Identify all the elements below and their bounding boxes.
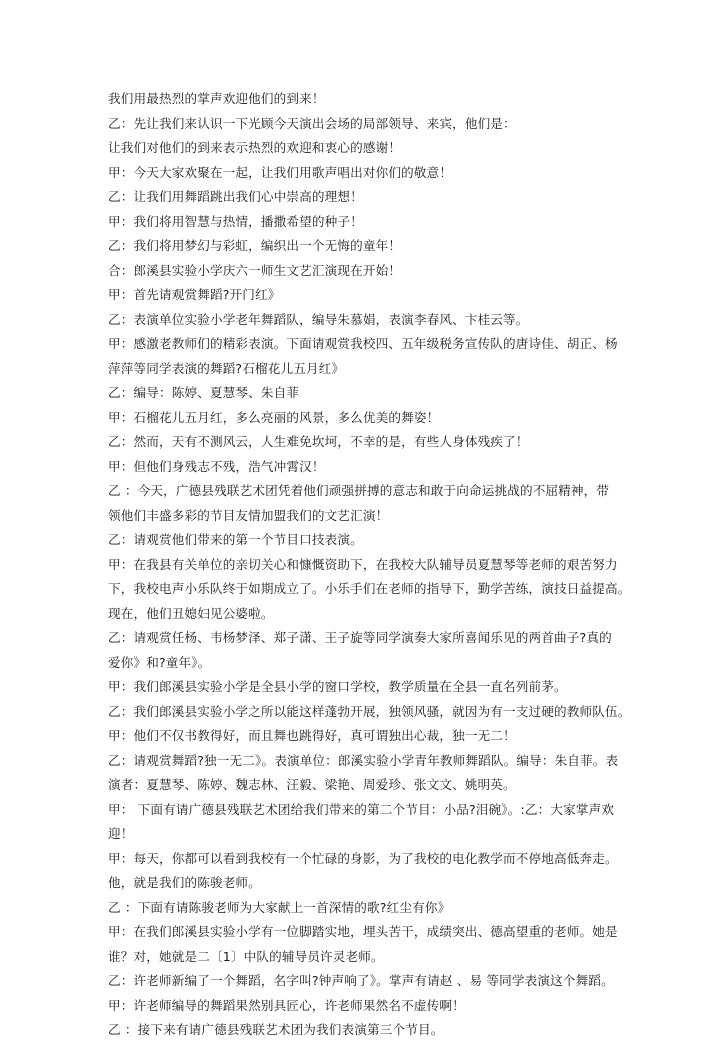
- text-line: 甲：今天大家欢聚在一起，让我们用歌声唱出对你们的敬意！: [108, 164, 453, 180]
- text-line: 乙：我们郎溪县实验小学之所以能这样蓬勃开展，独领风骚，就因为有一支过硬的教师队伍。: [108, 703, 631, 719]
- text-line: 甲：每天，你都可以看到我校有一个忙碌的身影，为了我校的电化教学而不停地高低奔走。: [108, 850, 618, 866]
- text-line: 谁？对，她就是二〔1〕中队的辅导员许灵老师。: [108, 948, 384, 964]
- text-line: 下，我校电声小乐队终于如期成立了。小乐手们在老师的指导下，勤学苦练，演技日益提高。: [108, 581, 631, 596]
- text-line: 乙：然而，天有不测风云，人生难免坎坷，不幸的是，有些人身体残疾了！: [108, 434, 529, 449]
- text-line: 让我们对他们的到来表示热烈的欢迎和衷心的感谢！: [108, 140, 402, 155]
- text-line: 甲：在我们郎溪县实验小学有一位脚踏实地，埋头苦干，成绩突出、德高望重的老师。她是: [108, 924, 618, 939]
- text-line: 甲：首先请观赏舞蹈?开门红》: [108, 287, 281, 302]
- text-line: 他，就是我们的陈骏老师。: [108, 875, 261, 890]
- text-line: 迎！: [108, 826, 134, 841]
- text-line: 甲：我们郎溪县实验小学是全县小学的窗口学校，教学质量在全县一直名列前茅。: [108, 679, 567, 694]
- text-line: 乙：许老师新编了一个舞蹈，名字叫?钟声响了》。掌声有请赵 、易 等同学表演这个舞蹈。: [108, 973, 614, 988]
- text-line: 领他们丰盛多彩的节目友情加盟我们的文艺汇演！: [108, 507, 389, 523]
- text-line: 乙：表演单位实验小学老年舞蹈队，编导朱慕娟，表演李春风、卞桂云等。: [108, 311, 529, 327]
- text-line: 我们用最热烈的掌声欢迎他们的到来！: [108, 91, 325, 106]
- text-line: 乙：先让我们来认识一下光顾今天演出会场的局部领导、来宾，他们是：: [108, 115, 516, 131]
- document-body: [108, 87, 631, 1043]
- text-line: 乙：请观赏他们带来的第一个节目口技表演。: [108, 532, 363, 547]
- text-line: 乙：请观赏任杨、韦杨梦泽、郑子潇、王子旋等同学演奏大家所喜闻乐见的两首曲子?真的: [108, 630, 612, 645]
- text-line: 爱你》和?童年》。: [108, 654, 211, 670]
- text-line: 演者：夏慧琴、陈婷、魏志林、汪毅、梁艳、周爱珍、张文文、姚明英。: [108, 777, 516, 792]
- text-line: 甲：在我县有关单位的亲切关心和慷慨资助下，在我校大队辅导员夏慧琴等老师的艰苦努力: [108, 556, 618, 572]
- text-line: 萍萍等同学表演的舞蹈?石榴花儿五月红》: [108, 360, 345, 376]
- text-line: 现在，他们丑媳妇见公婆啦。: [108, 605, 274, 621]
- text-line: 乙：我们将用梦幻与彩虹，编织出一个无悔的童年！: [108, 238, 402, 253]
- text-line: 乙 ：今天，广德县残联艺术团凭着他们顽强拼搏的意志和敢于向命运挑战的不屈精神，带: [108, 483, 610, 498]
- text-line: 甲：但他们身残志不残，浩气冲霄汉！: [108, 458, 325, 474]
- text-line: 甲： 下面有请广德县残联艺术团给我们带来的第二个节目：小品?泪碗》。:乙：大家掌声欢: [108, 801, 615, 817]
- text-line: 乙：编导：陈婷、夏慧琴、朱自菲: [108, 385, 300, 400]
- text-line: 乙：请观赏舞蹈?独一无二》。表演单位：郎溪实验小学青年教师舞蹈队。编导：朱自菲。表: [108, 752, 619, 768]
- text-line: 甲：石榴花儿五月红，多么亮丽的风景，多么优美的舞姿！: [108, 409, 440, 425]
- text-line: 乙 ：接下来有请广德县残联艺术团为我们表演第三个节目。: [108, 1022, 444, 1037]
- text-line: 甲：感激老教师们的精彩表演。下面请观赏我校四、五年级税务宣传队的唐诗佳、胡正、杨: [108, 336, 618, 351]
- text-line: 乙：让我们用舞蹈跳出我们心中崇高的理想！: [108, 189, 363, 204]
- text-line: 乙 ：下面有请陈骏老师为大家献上一首深情的歌?红尘有你》: [108, 899, 451, 915]
- text-line: 甲：许老师编导的舞蹈果然别具匠心，许老师果然名不虚传啊！: [108, 997, 465, 1013]
- text-line: 甲：他们不仅书教得好，而且舞也跳得好，真可谓独出心裁，独一无二！: [108, 728, 516, 743]
- text-line: 甲：我们将用智慧与热情，播撒希望的种子！: [108, 213, 363, 229]
- text-line: 合：郎溪县实验小学庆六一师生文艺汇演现在开始！: [108, 262, 402, 278]
